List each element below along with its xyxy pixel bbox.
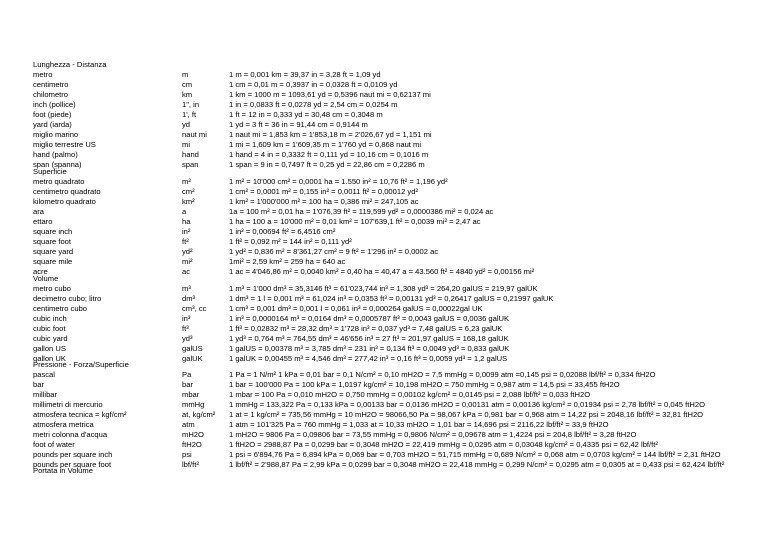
unit-symbol: yd² xyxy=(182,246,193,256)
unit-symbol: km xyxy=(182,89,193,99)
unit-conversion: 1 yd² = 0,836 m² = 8'361,27 cm² = 9 ft² = 1'296 in² = 0,0002 ac xyxy=(229,246,439,256)
unit-conversion: 1 km² = 1'000'000 m² = 100 ha = 0,386 mi² = 247,105 ac xyxy=(229,196,419,206)
unit-conversion: 1 m² = 10'000 cm² = 0,0001 ha = 1.550 in² = 10,76 ft² = 1,196 yd² xyxy=(229,176,448,186)
unit-name: pascal xyxy=(33,369,55,379)
unit-name: metri colonna d'acqua xyxy=(33,429,108,439)
unit-conversion: 1 ftH2O = 2988,87 Pa = 0,0299 bar = 0,3048 mH2O = 22,419 mmHg = 0,0295 atm = 0,03048 kg/cm² = 0,4335 psi = 62,42 lbf/ft² xyxy=(229,439,658,449)
unit-name: span (spanna) xyxy=(33,159,82,169)
unit-name: centimetro quadrato xyxy=(33,186,101,196)
unit-name: foot of water xyxy=(33,439,75,449)
unit-name: metro xyxy=(33,69,53,79)
unit-symbol: m³ xyxy=(182,283,191,293)
unit-conversion: 1 ft³ = 0,02832 m³ = 28,32 dm³ = 1'728 in³ = 0,037 yd³ = 7,48 galUS = 6,23 galUK xyxy=(229,323,503,333)
unit-name: cubic foot xyxy=(33,323,66,333)
unit-symbol: in³ xyxy=(182,313,191,323)
unit-symbol: ft² xyxy=(182,236,189,246)
unit-name: gallon UK xyxy=(33,353,66,363)
unit-conversion: 1 span = 9 in = 0,7497 ft = 0,25 yd = 22,86 cm = 0,2286 m xyxy=(229,159,425,169)
unit-name: chilometro xyxy=(33,89,69,99)
section-title: Volume xyxy=(33,274,59,283)
unit-symbol: psi xyxy=(182,449,192,459)
section-title: Lunghezza - Distanza xyxy=(33,60,107,69)
unit-conversion: 1 Pa = 1 N/m² 1 kPa = 0,01 bar = 0,1 N/cm² = 0,10 mH2O = 7,5 mmHg = 0,0099 atm =0,145 psi = 0,02088 lbf/ft² = 0,334 ftH2O xyxy=(229,369,656,379)
unit-conversion: 1 cm = 0,01 m = 0,3937 in = 0,0328 ft = 0,0109 yd xyxy=(229,79,398,89)
unit-conversion: 1 at = 1 kg/cm² = 735,56 mmHg = 10 mH2O = 98066,50 Pa = 98,067 kPa = 0,981 bar = 0,968 atm = 14,22 psi = 2048,16 lbf/ft² = 32,81 ftH2O xyxy=(229,409,704,419)
unit-name: hand (palmo) xyxy=(33,149,78,159)
unit-name: miglio marino xyxy=(33,129,79,139)
unit-name: pounds per square inch xyxy=(33,449,113,459)
unit-conversion: 1a = 100 m² = 0,01 ha = 1'076,39 ft² = 119,599 yd² = 0,0000386 mi² = 0,024 ac xyxy=(229,206,494,216)
unit-conversion: 1mi² = 2,59 km² = 259 ha = 640 ac xyxy=(229,256,346,266)
unit-symbol: 1", in xyxy=(182,99,200,109)
unit-conversion: 1 m = 0,001 km = 39,37 in = 3,28 ft = 1,09 yd xyxy=(229,69,381,79)
unit-name: gallon US xyxy=(33,343,66,353)
unit-name: bar xyxy=(33,379,44,389)
unit-conversion: 1 in³ = 0,0000164 m³ = 0,0164 dm³ = 0,0005787 ft³ = 0,0043 galUS = 0,0036 galUK xyxy=(229,313,510,323)
unit-conversion: 1 cm² = 0,0001 m² = 0,155 in² = 0,0011 ft² = 0,00012 yd² xyxy=(229,186,418,196)
unit-conversion: 1 hand = 4 in = 0,3332 ft = 0,111 yd = 10,16 cm = 0,1016 m xyxy=(229,149,429,159)
unit-symbol: ac xyxy=(182,266,191,276)
unit-name: centimetro xyxy=(33,79,69,89)
unit-name: millibar xyxy=(33,389,58,399)
unit-name: pounds per square foot xyxy=(33,459,112,469)
unit-conversion: 1 galUK = 0,00455 m³ = 4,546 dm³ = 277,42 in³ = 0,16 ft³ = 0,0059 yd³ = 1,2 galUS xyxy=(229,353,508,363)
unit-symbol: m xyxy=(182,69,189,79)
unit-symbol: galUS xyxy=(182,343,203,353)
unit-name: decimetro cubo; litro xyxy=(33,293,102,303)
unit-name: metro quadrato xyxy=(33,176,85,186)
unit-symbol: bar xyxy=(182,379,193,389)
unit-symbol: mi² xyxy=(182,256,193,266)
unit-symbol: cm² xyxy=(182,186,195,196)
unit-conversion: 1 mi = 1,609 km = 1'609,35 m = 1'760 yd = 0,868 naut mi xyxy=(229,139,422,149)
unit-symbol: atm xyxy=(182,419,195,429)
unit-conversion: 1 m³ = 1'000 dm³ = 35,3146 ft³ = 61'023,744 in³ = 1,308 yd³ = 264,20 galUS = 219,97 galUK xyxy=(229,283,538,293)
unit-symbol: lbf/ft² xyxy=(182,459,199,469)
unit-conversion: 1 atm = 101'325 Pa = 760 mmHg = 1,033 at = 10,33 mH2O = 1,01 bar = 14,696 psi = 2116,22 lbf/ft² = 33,9 ftH2O xyxy=(229,419,609,429)
unit-conversion: 1 lbf/ft² = 2'988,87 Pa = 2,99 kPa = 0,0299 bar = 0,3048 mH2O = 22,418 mmHg = 0,299 N/cm² = 0,0295 atm = 0,0305 at = 0,433 psi = 62,424 lbf/ft² xyxy=(229,459,725,469)
unit-conversion: 1 psi = 6'894,76 Pa = 6,894 kPa = 0,069 bar = 0,703 mH2O = 51,715 mmHg = 0,689 N/cm² = 0,068 atm = 0,0703 kg/cm² = 144 lbf/ft² = 2,31 ftH2O xyxy=(229,449,721,459)
unit-name: atmosfera tecnica = kgf/cm² xyxy=(33,409,127,419)
unit-symbol: mH2O xyxy=(182,429,204,439)
unit-conversion: 1 km = 1000 m = 1093,61 yd = 0,5396 naut mi = 0,62137 mi xyxy=(229,89,431,99)
unit-symbol: in² xyxy=(182,226,191,236)
unit-symbol: at, kg/cm² xyxy=(182,409,216,419)
unit-name: metro cubo xyxy=(33,283,71,293)
unit-symbol: dm³ xyxy=(182,293,196,303)
unit-name: square mile xyxy=(33,256,73,266)
unit-name: inch (pollice) xyxy=(33,99,76,109)
unit-conversion: 1 cm³ = 0,001 dm³ = 0,001 l = 0,061 in³ = 0,000264 galUS = 0,00022gal UK xyxy=(229,303,483,313)
unit-conversion: 1 mmHg = 133,322 Pa = 0,133 kPa = 0,00133 bar = 0,0136 mH2O = 0,00131 atm = 0,00136 kg/cm² = 0,01934 psi = 2,78 lbf/ft² = 0,045 ftH2O xyxy=(229,399,705,409)
unit-symbol: ft³ xyxy=(182,323,189,333)
unit-conversion: 1 mH2O = 9806 Pa = 0,09806 bar = 73,55 mmHg = 0,9806 N/cm² = 0,09678 atm = 1,4224 psi = 204,8 lbf/ft² = 3,28 ftH2O xyxy=(229,429,637,439)
unit-name: cubic yard xyxy=(33,333,68,343)
unit-conversion: 1 naut mi = 1,853 km = 1'853,18 m = 2'026,67 yd = 1,151 mi xyxy=(229,129,432,139)
unit-symbol: yd xyxy=(182,119,191,129)
unit-name: cubic inch xyxy=(33,313,67,323)
unit-conversion: 1 mbar = 100 Pa = 0,010 mH2O = 0,750 mmHg = 0,00102 kg/cm² = 0,0145 psi = 2,088 lbf/ft² = 0,033 ftH2O xyxy=(229,389,591,399)
unit-symbol: yd³ xyxy=(182,333,193,343)
unit-symbol: mi xyxy=(182,139,191,149)
unit-conversion: 1 ha = 100 a = 10'000 m² = 0,01 km² = 107'639,1 ft² = 0,0039 mi² = 2,47 ac xyxy=(229,216,481,226)
unit-conversion: 1 yd = 3 ft = 36 in = 91,44 cm = 0,9144 m xyxy=(229,119,368,129)
unit-symbol: m² xyxy=(182,176,191,186)
section-title: Portata in Volume xyxy=(33,466,93,475)
unit-symbol: mbar xyxy=(182,389,200,399)
unit-name: atmosfera metrica xyxy=(33,419,94,429)
unit-name: square inch xyxy=(33,226,73,236)
unit-symbol: ha xyxy=(182,216,191,226)
unit-name: miglio terrestre US xyxy=(33,139,96,149)
unit-conversion: 1 galUS = 0,00378 m³ = 3,785 dm³ = 231 in³ = 0,134 ft³ = 0,0049 yd³ = 0,833 galUK xyxy=(229,343,510,353)
unit-name: acre xyxy=(33,266,48,276)
unit-symbol: cm xyxy=(182,79,193,89)
unit-symbol: km² xyxy=(182,196,195,206)
unit-name: square foot xyxy=(33,236,71,246)
unit-name: centimetro cubo xyxy=(33,303,88,313)
unit-symbol: hand xyxy=(182,149,199,159)
unit-symbol: 1', ft xyxy=(182,109,197,119)
section-title: Pressione - Forza/Superficie xyxy=(33,360,129,369)
unit-conversion: 1 in² = 0,00694 ft² = 6,4516 cm² xyxy=(229,226,336,236)
unit-name: yard (iarda) xyxy=(33,119,72,129)
unit-name: kilometro quadrato xyxy=(33,196,96,206)
unit-conversion: 1 dm³ = 1 l = 0,001 m³ = 61,024 in³ = 0,0353 ft³ = 0,00131 yd³ = 0,26417 galUS = 0,21997 galUK xyxy=(229,293,554,303)
unit-conversion: 1 ac = 4'046,86 m² = 0,0040 km² = 0,40 ha = 40,47 a = 43.560 ft² = 4840 yd² = 0,00156 mi² xyxy=(229,266,535,276)
unit-symbol: galUK xyxy=(182,353,203,363)
unit-symbol: cm³, cc xyxy=(182,303,207,313)
unit-conversion: 1 in = 0,0833 ft = 0,0278 yd = 2,54 cm = 0,0254 m xyxy=(229,99,398,109)
unit-symbol: naut mi xyxy=(182,129,207,139)
unit-conversion: 1 ft = 12 in = 0,333 yd = 30,48 cm = 0,3048 m xyxy=(229,109,383,119)
unit-conversion: 1 ft² = 0,092 m² = 144 in² = 0,111 yd² xyxy=(229,236,352,246)
unit-symbol: ftH2O xyxy=(182,439,202,449)
unit-name: ettaro xyxy=(33,216,53,226)
unit-name: millimetri di mercurio xyxy=(33,399,103,409)
unit-symbol: Pa xyxy=(182,369,192,379)
unit-symbol: mmHg xyxy=(182,399,205,409)
unit-symbol: span xyxy=(182,159,199,169)
unit-conversion: 1 yd³ = 0,764 m³ = 764,55 dm³ = 46'656 in³ = 27 ft³ = 201,97 galUS = 168,18 galUK xyxy=(229,333,509,343)
unit-name: foot (piede) xyxy=(33,109,72,119)
unit-conversion: 1 bar = 100'000 Pa = 100 kPa = 1,0197 kg/cm² = 10,198 mH2O = 750 mmHg = 0,987 atm = 14,5 psi = 33,455 ftH2O xyxy=(229,379,620,389)
section-title: Superficie xyxy=(33,167,67,176)
unit-name: ara xyxy=(33,206,44,216)
unit-symbol: a xyxy=(182,206,187,216)
unit-name: square yard xyxy=(33,246,74,256)
